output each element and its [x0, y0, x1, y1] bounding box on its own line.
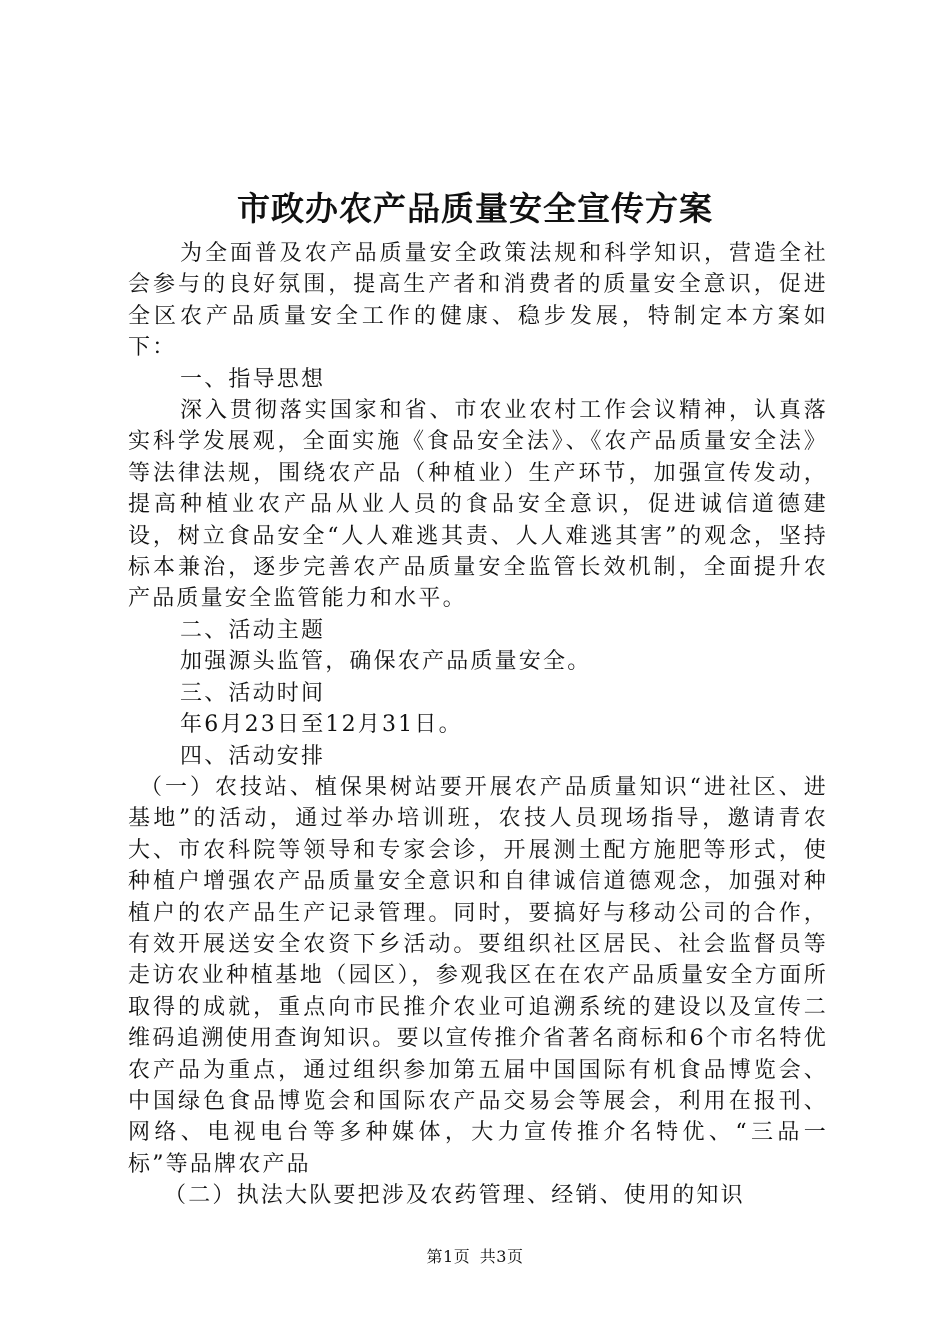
activity-theme-paragraph: 加强源头监管，确保农产品质量安全。: [180, 649, 592, 675]
document-body: [128, 238, 828, 1212]
section-heading-activity-arrangement: 四、活动安排: [180, 743, 326, 769]
page-footer: [0, 1246, 950, 1268]
page-total: 共3页: [479, 1247, 524, 1266]
activity-time-paragraph: 年6月23日至12月31日。: [180, 712, 463, 738]
intro-paragraph: 为全面普及农产品质量安全政策法规和科学知识，营造全社会参与的良好氛围，提高生产者和消费者的质量安全意识，促进全区农产品质量安全工作的健康、稳步发展，特制定本方案如下：: [128, 241, 828, 361]
arrangement-item-2-paragraph: （二）执法大队要把涉及农药管理、经销、使用的知识: [164, 1183, 745, 1209]
document-title: 市政办农产品质量安全宣传方案: [237, 189, 713, 228]
guiding-ideology-paragraph: 深入贯彻落实国家和省、市农业农村工作会议精神，认真落实科学发展观，全面实施《食品安全法》、《农产品质量安全法》等法律法规，围绕农产品（种植业）生产环节，加强宣传发动，提高种植业农产品从业人员的食品安全意识，促进诚信道德建设，树立食品安全“人人难逃其责、人人难逃其害”的观念，坚持标本兼治，逐步完善农产品质量安全监管长效机制，全面提升农产品质量安全监管能力和水平。: [128, 398, 828, 612]
page-number: 第1页: [426, 1247, 471, 1266]
arrangement-item-1-paragraph: （一）农技站、植保果树站要开展农产品质量知识“进社区、进基地”的活动，通过举办培训班，农技人员现场指导，邀请青农大、市农科院等领导和专家会诊，开展测土配方施肥等形式，使种植户增强农产品质量安全意识和自律诚信道德观念，加强对种植户的农产品生产记录管理。同时，要搞好与移动公司的合作，有效开展送安全农资下乡活动。要组织社区居民、社会监督员等走访农业种植基地（园区），参观我区在在农产品质量安全方面所取得的成就，重点向市民推介农业可追溯系统的建设以及宣传二维码追溯使用查询知识。要以宣传推介省著名商标和6个市名特优农产品为重点，通过组织参加第五届中国国际有机食品博览会、中国绿色食品博览会和国际农产品交易会等展会，利用在报刊、网络、电视电台等多种媒体，大力宣传推介名特优、“三品一标”等品牌农产品: [128, 774, 828, 1177]
section-heading-activity-theme: 二、活动主题: [180, 617, 326, 643]
section-heading-activity-time: 三、活动时间: [180, 680, 326, 706]
section-heading-guiding-ideology: 一、指导思想: [180, 366, 326, 392]
